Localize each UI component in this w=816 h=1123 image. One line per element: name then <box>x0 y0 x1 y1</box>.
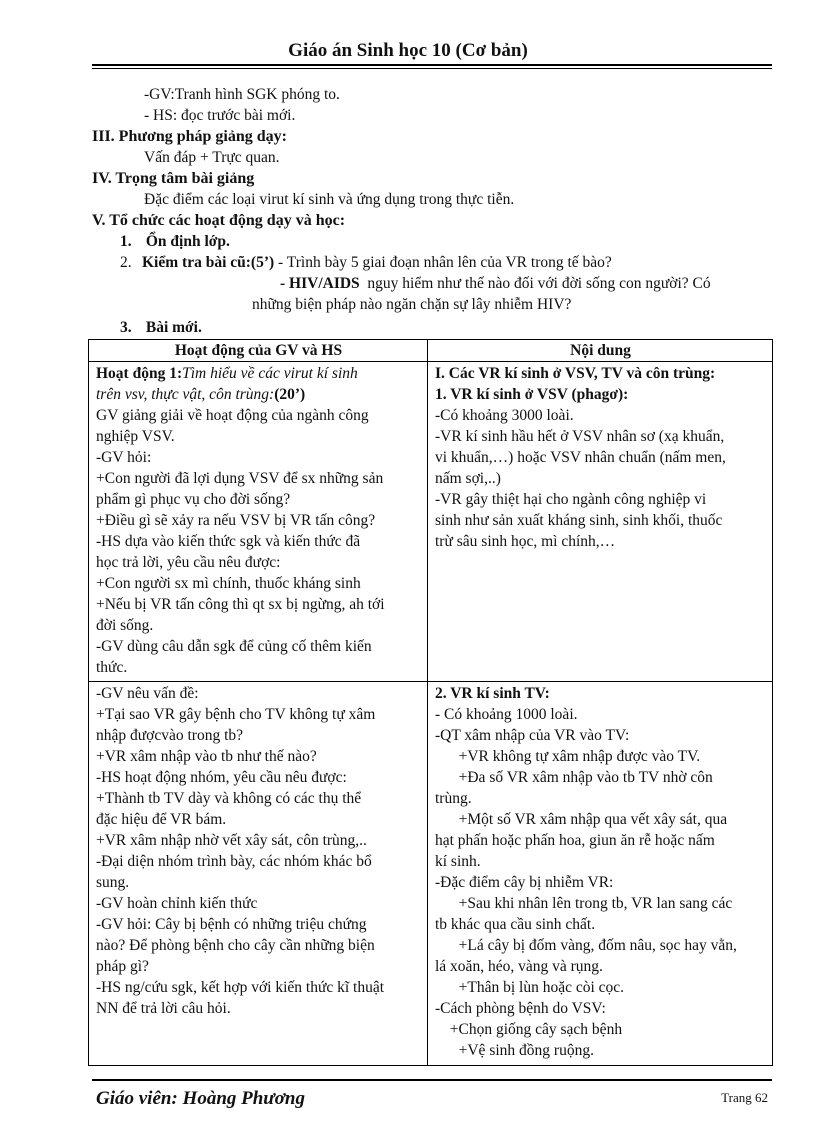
step-2-number: 2. <box>120 254 132 271</box>
row1-left-line: +Con người đã lợi dụng VSV để sx những sản <box>96 470 384 487</box>
step-2-time: (5’) <box>250 254 275 271</box>
activity-1-label: Hoạt động 1: <box>96 365 183 382</box>
lesson-table <box>88 339 773 1066</box>
row2-right-line: +Lá cây bị đốm vàng, đốm nâu, sọc hay vằn, <box>447 937 737 954</box>
row2-left-line: sung. <box>96 874 130 891</box>
row2-left-line: -GV hoàn chỉnh kiến thức <box>96 895 258 912</box>
header-rule-thin <box>92 68 772 69</box>
header-rule <box>92 64 772 66</box>
row2-left-line: +Tại sao VR gây bệnh cho TV không tự xâm <box>96 706 376 723</box>
table-row <box>89 682 773 1066</box>
row2-left-line: +VR xâm nhập vào tb như thế nào? <box>96 748 317 765</box>
row2-right-line: trùng. <box>435 790 472 807</box>
section-4-text: Đặc điểm các loại virut kí sinh và ứng dụng trong thực tiễn. <box>144 191 515 208</box>
step-1-label: Ổn định lớp. <box>145 233 230 250</box>
row2-right-line: +Thân bị lùn hoặc còi cọc. <box>447 979 625 996</box>
gv-preparation: -GV:Tranh hình SGK phóng to. <box>144 86 340 103</box>
row1-right-line: -VR kí sinh hầu hết ở VSV nhân sơ (xạ khuẩn, <box>435 428 725 445</box>
step-1-number: 1. <box>120 233 132 250</box>
row1-left-line: -HS dựa vào kiến thức sgk và kiến thức đã <box>96 533 361 550</box>
row2-right-line: -Cách phòng bệnh do VSV: <box>435 1000 606 1017</box>
row1-right-line: -VR gây thiệt hại cho ngành công nghiệp vi <box>435 491 707 508</box>
step-2-label: Kiểm tra bài cũ: <box>142 254 251 271</box>
row2-left-line: -Đại diện nhóm trình bày, các nhóm khác bổ <box>96 853 372 870</box>
row1-left-line: đời sống. <box>96 617 154 634</box>
section-5-title: V. Tổ chức các hoạt động dạy và học: <box>92 212 346 229</box>
row2-right-line: kí sinh. <box>435 853 481 870</box>
row1-left-line: học trả lời, yêu cầu nêu được: <box>96 554 281 571</box>
row2-left-line: nào? Để phòng bệnh cho cây cần những biện <box>96 937 375 954</box>
footer-page-number: Trang 62 <box>721 1090 768 1105</box>
row2-right-line: - Có khoảng 1000 loài. <box>435 706 578 723</box>
row2-left-line: nhập đượcvào trong tb? <box>96 727 244 744</box>
row2-right-line: tb khác qua cầu sinh chất. <box>435 916 596 933</box>
row2-activities <box>89 682 428 1066</box>
row2-left-line: +Thành tb TV dày và không có các thụ thể <box>96 790 362 807</box>
row2-right-line: +Đa số VR xâm nhập vào tb TV nhờ côn <box>447 769 713 786</box>
row1-left-line: GV giảng giải về hoạt động của ngành công <box>96 407 369 424</box>
step-2-question-2-cont: những biện pháp nào ngăn chặn sự lây nhiễm HIV? <box>252 296 572 313</box>
step-2-q2-rest: nguy hiểm như thế nào đối với đời sống con người? Có <box>359 275 711 292</box>
row2-left-line: -HS ng/cứu sgk, kết hợp với kiến thức kĩ thuật <box>96 979 385 996</box>
activity-1-title <box>96 363 421 384</box>
row1-content <box>428 362 773 682</box>
row1-left-line: -GV dùng câu dẫn sgk để củng cố thêm kiến <box>96 638 372 655</box>
row2-left-line: -HS hoạt động nhóm, yêu cầu nêu được: <box>96 769 347 786</box>
activity-1-title-line2 <box>96 384 421 405</box>
step-2 <box>92 252 772 273</box>
row2-right-line: +Vệ sinh đồng ruộng. <box>447 1042 594 1059</box>
row2-right-line: +Chọn giống cây sạch bệnh <box>442 1021 623 1038</box>
row1-left-line: phẩm gì phục vụ cho đời sống? <box>96 491 291 508</box>
page-header-title: Giáo án Sinh học 10 (Cơ bản) <box>288 40 528 61</box>
row1-left-line: nghiệp VSV. <box>96 428 175 445</box>
step-3-number: 3. <box>120 319 132 336</box>
table-header-content: Nội dung <box>428 340 773 362</box>
row2-right-line: +Sau khi nhân lên trong tb, VR lan sang các <box>447 895 733 912</box>
row2-left-line: đặc hiệu để VR bám. <box>96 811 227 828</box>
row1-left-line: -GV hỏi: <box>96 449 152 466</box>
table-header-activities: Hoạt động của GV và HS <box>89 340 428 362</box>
row2-left-line: -GV hỏi: Cây bị bệnh có những triệu chứng <box>96 916 367 933</box>
content-section-1-title: I. Các VR kí sinh ở VSV, TV và côn trùng: <box>435 365 716 382</box>
section-3-text: Vấn đáp + Trực quan. <box>144 149 280 166</box>
step-1 <box>92 231 772 252</box>
row2-right-line: lá xoăn, héo, vàng và rụng. <box>435 958 603 975</box>
step-2-question-2 <box>92 273 772 294</box>
activity-1-time: (20’) <box>274 386 306 403</box>
row2-right-line: hạt phấn hoặc phấn hoa, giun ăn rễ hoặc nấm <box>435 832 715 849</box>
step-2-question-1: - Trình bày 5 giai đoạn nhân lên của VR trong tế bào? <box>274 254 612 271</box>
content-subsection-1-title: 1. VR kí sinh ở VSV (phagơ): <box>435 386 629 403</box>
activity-1-topic: Tìm hiểu về các virut kí sinh <box>182 365 358 382</box>
row2-right-line: -QT xâm nhập của VR vào TV: <box>435 727 630 744</box>
row1-activities <box>89 362 428 682</box>
row2-left-line: -GV nêu vấn đề: <box>96 685 199 702</box>
row2-left-line: NN để trả lời câu hỏi. <box>96 1000 231 1017</box>
row1-right-line: sinh như sản xuất kháng sinh, sinh khối, thuốc <box>435 512 723 529</box>
row2-content <box>428 682 773 1066</box>
row2-left-line: pháp gì? <box>96 958 149 975</box>
activity-1-topic-cont: trên vsv, thực vật, côn trùng: <box>96 386 275 403</box>
step-3-label: Bài mới. <box>145 319 202 336</box>
footer-rule <box>92 1079 772 1081</box>
row1-right-line: trừ sâu sinh học, mì chính,… <box>435 533 616 550</box>
row1-left-line: +Điều gì sẽ xảy ra nếu VSV bị VR tấn công? <box>96 512 376 529</box>
row1-left-line: thức. <box>96 659 128 676</box>
row1-right-line: -Có khoảng 3000 loài. <box>435 407 574 424</box>
row2-right-line: -Đặc điểm cây bị nhiễm VR: <box>435 874 614 891</box>
row2-left-line: +VR xâm nhập nhờ vết xây sát, côn trùng,.. <box>96 832 367 849</box>
hs-preparation: - HS: đọc trước bài mới. <box>144 107 296 124</box>
row2-right-line: +Một số VR xâm nhập qua vết xây sát, qua <box>447 811 728 828</box>
footer-teacher: Giáo viên: Hoàng Phương <box>96 1088 305 1109</box>
table-row <box>89 362 773 682</box>
row1-left-line: +Con người sx mì chính, thuốc kháng sinh <box>96 575 361 592</box>
row1-right-line: nấm sợi,..) <box>435 470 501 487</box>
section-3-title: III. Phương pháp giảng dạy: <box>92 128 287 145</box>
table-header-row <box>89 340 773 362</box>
row2-right-line: +VR không tự xâm nhập được vào TV. <box>447 748 701 765</box>
row1-left-line: +Nếu bị VR tấn công thì qt sx bị ngừng, ah tới <box>96 596 385 613</box>
content-subsection-2-title: 2. VR kí sinh TV: <box>435 685 550 702</box>
row1-right-line: vi khuẩn,…) hoặc VSV nhân chuẩn (nấm men, <box>435 449 726 466</box>
section-4-title: IV. Trọng tâm bài giảng <box>92 170 255 187</box>
step-3 <box>92 317 772 338</box>
lesson-body <box>92 84 772 338</box>
step-2-q2-bold: - HIV/AIDS <box>280 275 360 292</box>
